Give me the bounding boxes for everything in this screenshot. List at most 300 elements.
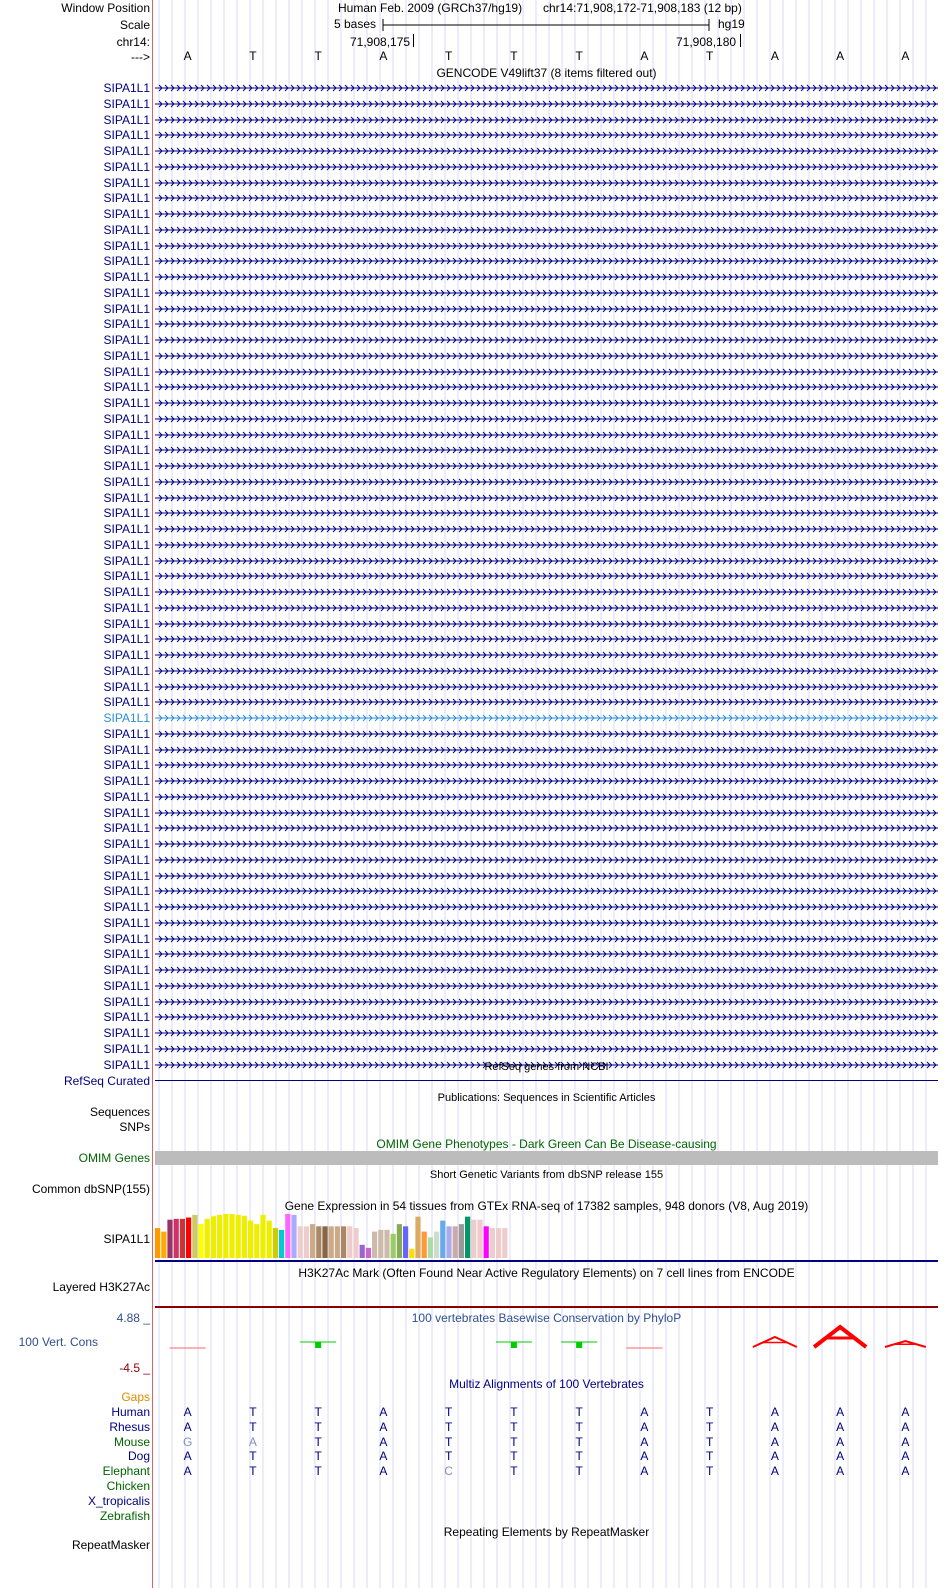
gencode-gene-label[interactable]: SIPA1L1 bbox=[103, 1010, 150, 1025]
gencode-transcript[interactable] bbox=[155, 444, 938, 456]
gtex-tissue-bar[interactable] bbox=[291, 1215, 296, 1258]
gtex-tissue-bar[interactable] bbox=[459, 1224, 464, 1258]
gencode-transcript[interactable] bbox=[155, 791, 938, 803]
dbsnp-track-label[interactable]: Common dbSNP(155) bbox=[31, 1182, 150, 1196]
multiz-base: T bbox=[314, 1405, 322, 1419]
gtex-tissue-bar[interactable] bbox=[205, 1219, 210, 1258]
gencode-transcript[interactable] bbox=[155, 413, 938, 425]
gtex-baseline bbox=[155, 1260, 938, 1262]
gencode-gene-label[interactable]: SIPA1L1 bbox=[103, 774, 150, 788]
multiz-species-label[interactable]: Mouse bbox=[113, 1434, 150, 1449]
gencode-gene-label[interactable]: SIPA1L1 bbox=[103, 396, 150, 410]
gencode-transcript[interactable] bbox=[155, 161, 938, 173]
gtex-tissue-bar[interactable] bbox=[236, 1215, 241, 1258]
gencode-transcript[interactable] bbox=[155, 1011, 938, 1023]
scale-text: 5 bases bbox=[334, 17, 377, 31]
gencode-gene-label[interactable]: SIPA1L1 bbox=[103, 726, 150, 741]
gencode-transcript[interactable] bbox=[155, 1027, 938, 1039]
gencode-transcript[interactable] bbox=[155, 240, 938, 252]
gencode-gene-label[interactable]: SIPA1L1 bbox=[103, 301, 150, 316]
multiz-base: T bbox=[705, 1419, 714, 1434]
gtex-tissue-bar[interactable] bbox=[415, 1217, 420, 1258]
phylop-track-title[interactable]: 100 vertebrates Basewise Conservation by PhyloP bbox=[411, 1311, 682, 1325]
gencode-gene-label[interactable]: SIPA1L1 bbox=[103, 522, 150, 536]
gencode-transcript[interactable] bbox=[155, 712, 938, 724]
gtex-tissue-bar[interactable] bbox=[347, 1226, 352, 1258]
publications-label-1[interactable]: Sequences bbox=[89, 1105, 150, 1119]
multiz-base: A bbox=[183, 1405, 192, 1419]
gtex-tissue-bar[interactable] bbox=[279, 1230, 284, 1258]
gencode-transcript[interactable] bbox=[155, 381, 938, 393]
gencode-gene-label[interactable]: SIPA1L1 bbox=[103, 900, 150, 914]
multiz-base: A bbox=[640, 1434, 649, 1449]
gencode-transcript[interactable] bbox=[155, 602, 938, 614]
gencode-transcript[interactable] bbox=[155, 854, 938, 866]
gencode-gene-label[interactable]: SIPA1L1 bbox=[103, 364, 150, 379]
gencode-gene-label[interactable]: SIPA1L1 bbox=[103, 963, 150, 977]
multiz-base: T bbox=[444, 1449, 453, 1464]
gencode-transcript[interactable] bbox=[155, 696, 938, 708]
gencode-gene-label[interactable]: SIPA1L1 bbox=[103, 112, 150, 127]
multiz-base: A bbox=[183, 1464, 192, 1479]
gencode-transcript[interactable] bbox=[155, 744, 938, 756]
multiz-track-title[interactable]: Multiz Alignments of 100 Vertebrates bbox=[449, 1377, 644, 1391]
gencode-transcript[interactable] bbox=[155, 303, 938, 315]
gencode-transcript[interactable] bbox=[155, 775, 938, 787]
multiz-base: A bbox=[379, 1449, 388, 1464]
base-letter: A bbox=[901, 49, 910, 63]
gtex-tissue-bar[interactable] bbox=[335, 1226, 340, 1258]
multiz-base: T bbox=[314, 1449, 322, 1464]
gencode-gene-label[interactable]: SIPA1L1 bbox=[103, 758, 150, 773]
gencode-transcript[interactable] bbox=[155, 586, 938, 598]
gencode-transcript[interactable] bbox=[155, 192, 938, 204]
gtex-tissue-bar[interactable] bbox=[223, 1214, 228, 1258]
base-letter: T bbox=[705, 49, 714, 63]
gencode-transcript[interactable] bbox=[155, 980, 938, 992]
gencode-transcript[interactable] bbox=[155, 885, 938, 897]
gencode-transcript[interactable] bbox=[155, 334, 938, 346]
gencode-transcript[interactable] bbox=[155, 397, 938, 409]
gtex-tissue-bar[interactable] bbox=[391, 1234, 396, 1258]
gencode-transcript[interactable] bbox=[155, 570, 938, 582]
multiz-base: T bbox=[444, 1434, 453, 1449]
gtex-tissue-bar[interactable] bbox=[434, 1232, 439, 1258]
gencode-gene-label[interactable]: SIPA1L1 bbox=[103, 994, 150, 1009]
gtex-tissue-bar[interactable] bbox=[378, 1230, 383, 1258]
publications-track-title[interactable]: Publications: Sequences in Scientific Articles bbox=[437, 1092, 656, 1104]
multiz-base: A bbox=[183, 1419, 192, 1434]
multiz-base: T bbox=[510, 1464, 518, 1479]
gtex-tissue-bar[interactable] bbox=[409, 1249, 414, 1258]
window-position-label: Window Position bbox=[61, 1, 150, 15]
gencode-gene-label[interactable]: SIPA1L1 bbox=[103, 380, 150, 395]
gtex-tissue-bar[interactable] bbox=[502, 1228, 507, 1258]
gtex-tissue-bar[interactable] bbox=[440, 1221, 445, 1258]
gencode-gene-label[interactable]: SIPA1L1 bbox=[103, 789, 150, 804]
gencode-transcript[interactable] bbox=[155, 287, 938, 299]
gtex-tissue-bar[interactable] bbox=[186, 1218, 191, 1258]
gencode-transcript[interactable] bbox=[155, 114, 938, 126]
gtex-tissue-bar[interactable] bbox=[397, 1224, 402, 1258]
multiz-base: A bbox=[901, 1405, 910, 1419]
gencode-transcript[interactable] bbox=[155, 901, 938, 913]
publications-label-2[interactable]: SNPs bbox=[119, 1120, 150, 1134]
gtex-tissue-bar[interactable] bbox=[242, 1216, 247, 1258]
multiz-base: T bbox=[575, 1464, 583, 1479]
coord-tick-1 bbox=[413, 34, 414, 47]
gencode-gene-label[interactable]: SIPA1L1 bbox=[103, 427, 150, 442]
omim-track-title[interactable]: OMIM Gene Phenotypes - Dark Green Can Be Disease-causing bbox=[376, 1137, 717, 1151]
h3k27ac-baseline bbox=[155, 1306, 938, 1308]
gtex-tissue-bar[interactable] bbox=[384, 1230, 389, 1258]
gencode-gene-label[interactable]: SIPA1L1 bbox=[103, 553, 150, 568]
base-letter: A bbox=[770, 49, 779, 63]
gencode-transcript[interactable] bbox=[155, 822, 938, 834]
omim-track-label[interactable]: OMIM Genes bbox=[78, 1151, 150, 1165]
gencode-gene-label[interactable]: SIPA1L1 bbox=[103, 348, 150, 363]
gencode-transcript[interactable] bbox=[155, 759, 938, 771]
multiz-base: C bbox=[444, 1464, 453, 1479]
gencode-transcript[interactable] bbox=[155, 649, 938, 661]
gencode-gene-label[interactable]: SIPA1L1 bbox=[103, 600, 150, 615]
gtex-tissue-bar[interactable] bbox=[484, 1226, 489, 1258]
multiz-base: A bbox=[640, 1464, 649, 1479]
phylop-track-label[interactable]: 100 Vert. Cons bbox=[18, 1335, 98, 1349]
gencode-transcript[interactable] bbox=[155, 996, 938, 1008]
gtex-tissue-bar[interactable] bbox=[465, 1217, 470, 1258]
base-letter: A bbox=[379, 49, 388, 63]
gtex-tissue-bar[interactable] bbox=[254, 1224, 259, 1258]
gencode-gene-label[interactable]: SIPA1L1 bbox=[103, 333, 150, 347]
gencode-gene-label[interactable]: SIPA1L1 bbox=[103, 222, 150, 237]
gaps-label[interactable]: Gaps bbox=[121, 1390, 150, 1404]
multiz-species-label[interactable]: Dog bbox=[127, 1449, 150, 1464]
gencode-gene-label[interactable]: SIPA1L1 bbox=[103, 679, 150, 694]
gencode-gene-label[interactable]: SIPA1L1 bbox=[103, 569, 150, 584]
multiz-base: T bbox=[249, 1464, 257, 1479]
gtex-tissue-bar[interactable] bbox=[446, 1226, 451, 1258]
gencode-gene-label[interactable]: SIPA1L1 bbox=[103, 947, 150, 962]
gencode-transcript[interactable] bbox=[155, 728, 938, 740]
coord-tick-2 bbox=[740, 34, 741, 47]
gencode-transcript[interactable] bbox=[155, 366, 938, 378]
gtex-tissue-bar[interactable] bbox=[422, 1232, 427, 1258]
gencode-transcript[interactable] bbox=[155, 555, 938, 567]
gencode-gene-label[interactable]: SIPA1L1 bbox=[103, 805, 150, 820]
coord-label-2: 71,908,180 bbox=[676, 35, 737, 49]
multiz-base: A bbox=[640, 1405, 649, 1419]
multiz-base: A bbox=[183, 1449, 192, 1464]
gtex-bar-chart[interactable] bbox=[155, 1210, 938, 1262]
gencode-gene-label[interactable]: SIPA1L1 bbox=[103, 1041, 150, 1056]
gencode-gene-label[interactable]: SIPA1L1 bbox=[103, 285, 150, 300]
multiz-base: T bbox=[705, 1405, 714, 1419]
scale-label: Scale bbox=[119, 18, 150, 32]
gencode-transcript[interactable] bbox=[155, 255, 938, 267]
gtex-tissue-bar[interactable] bbox=[496, 1228, 501, 1258]
base-letter: T bbox=[510, 49, 518, 63]
base-letter: T bbox=[444, 49, 453, 63]
gencode-gene-label[interactable]: SIPA1L1 bbox=[103, 96, 150, 111]
multiz-base: T bbox=[510, 1434, 518, 1449]
gencode-gene-label[interactable]: SIPA1L1 bbox=[103, 254, 150, 269]
gencode-gene-label[interactable]: SIPA1L1 bbox=[103, 191, 150, 206]
gencode-transcript[interactable] bbox=[155, 633, 938, 645]
multiz-species-label[interactable]: Chicken bbox=[106, 1479, 150, 1493]
multiz-base: A bbox=[379, 1464, 388, 1479]
gtex-tissue-bar[interactable] bbox=[211, 1216, 216, 1258]
multiz-species-label[interactable]: Elephant bbox=[102, 1464, 150, 1479]
gencode-gene-label[interactable]: SIPA1L1 bbox=[103, 1026, 150, 1040]
gtex-tissue-bar[interactable] bbox=[198, 1224, 203, 1258]
gencode-gene-label[interactable]: SIPA1L1 bbox=[103, 648, 150, 662]
gencode-transcript[interactable] bbox=[155, 429, 938, 441]
multiz-base: T bbox=[314, 1434, 322, 1449]
gtex-tissue-bar[interactable] bbox=[372, 1232, 377, 1258]
multiz-base: A bbox=[640, 1449, 649, 1464]
coord-label-1: 71,908,175 bbox=[350, 35, 411, 49]
scale-bar bbox=[382, 18, 712, 32]
gencode-gene-label[interactable]: SIPA1L1 bbox=[103, 884, 150, 899]
gencode-transcript[interactable] bbox=[155, 98, 938, 110]
gtex-tissue-bar[interactable] bbox=[453, 1226, 458, 1258]
gencode-gene-label[interactable]: SIPA1L1 bbox=[103, 632, 150, 647]
multiz-base: A bbox=[836, 1464, 845, 1479]
gencode-transcript[interactable] bbox=[155, 870, 938, 882]
gtex-tissue-bar[interactable] bbox=[477, 1220, 482, 1258]
refseq-gene-line[interactable] bbox=[155, 1080, 938, 1081]
gencode-transcript[interactable] bbox=[155, 82, 938, 94]
gencode-gene-label[interactable]: SIPA1L1 bbox=[103, 931, 150, 946]
gencode-gene-label[interactable]: SIPA1L1 bbox=[103, 506, 150, 521]
multiz-base: A bbox=[901, 1464, 910, 1479]
multiz-base: A bbox=[640, 1419, 649, 1434]
base-letter: A bbox=[836, 49, 845, 63]
position-text: chr14:71,908,172-71,908,183 (12 bp) bbox=[543, 1, 742, 15]
gencode-gene-label[interactable]: SIPA1L1 bbox=[103, 821, 150, 836]
phylop-mark bbox=[576, 1342, 582, 1348]
gencode-transcript[interactable] bbox=[155, 539, 938, 551]
gencode-gene-label[interactable]: SIPA1L1 bbox=[103, 411, 150, 426]
multiz-base: T bbox=[705, 1449, 714, 1464]
omim-gene-bar[interactable] bbox=[155, 1151, 938, 1165]
multiz-base: A bbox=[379, 1419, 388, 1434]
gencode-gene-label[interactable]: SIPA1L1 bbox=[103, 978, 150, 993]
gencode-transcript[interactable] bbox=[155, 224, 938, 236]
phylop-min-label: -4.5 _ bbox=[119, 1361, 150, 1375]
multiz-base: A bbox=[770, 1434, 779, 1449]
gtex-tissue-bar[interactable] bbox=[471, 1220, 476, 1258]
gtex-tissue-bar[interactable] bbox=[490, 1228, 495, 1258]
gtex-tissue-bar[interactable] bbox=[329, 1226, 334, 1258]
multiz-base: T bbox=[575, 1434, 583, 1449]
gencode-gene-label[interactable]: SIPA1L1 bbox=[103, 474, 150, 489]
gencode-gene-label[interactable]: SIPA1L1 bbox=[103, 175, 150, 190]
multiz-base: T bbox=[444, 1405, 453, 1419]
gtex-tissue-bar[interactable] bbox=[248, 1221, 253, 1258]
gencode-gene-label[interactable]: SIPA1L1 bbox=[103, 742, 150, 757]
multiz-species-label[interactable]: Human bbox=[111, 1405, 150, 1419]
multiz-base: A bbox=[248, 1434, 257, 1449]
gencode-gene-label[interactable]: SIPA1L1 bbox=[103, 915, 150, 930]
gencode-transcript[interactable] bbox=[155, 917, 938, 929]
multiz-species-label[interactable]: Zebrafish bbox=[99, 1508, 150, 1523]
gtex-tissue-bar[interactable] bbox=[180, 1219, 185, 1258]
gtex-tissue-bar[interactable] bbox=[366, 1248, 371, 1258]
multiz-base: T bbox=[510, 1405, 518, 1419]
multiz-base: T bbox=[575, 1405, 583, 1419]
multiz-base: T bbox=[249, 1419, 257, 1434]
gencode-track-title[interactable]: GENCODE V49lift37 (8 items filtered out) bbox=[436, 66, 657, 80]
multiz-base: A bbox=[770, 1464, 779, 1479]
gencode-transcript[interactable] bbox=[155, 681, 938, 693]
gtex-tissue-bar[interactable] bbox=[310, 1224, 315, 1258]
repeatmasker-track-label[interactable]: RepeatMasker bbox=[71, 1538, 150, 1552]
gencode-gene-label[interactable]: SIPA1L1 bbox=[103, 711, 150, 725]
gencode-transcript[interactable] bbox=[155, 145, 938, 157]
gencode-gene-label[interactable]: SIPA1L1 bbox=[103, 238, 150, 253]
gencode-gene-label[interactable]: SIPA1L1 bbox=[103, 159, 150, 174]
gencode-gene-label[interactable]: SIPA1L1 bbox=[103, 852, 150, 867]
multiz-base: A bbox=[901, 1419, 910, 1434]
gtex-tissue-bar[interactable] bbox=[217, 1215, 222, 1258]
gencode-gene-label[interactable]: SIPA1L1 bbox=[103, 317, 150, 332]
refseq-track-title[interactable]: RefSeq genes from NCBI bbox=[484, 1061, 609, 1073]
gencode-gene-label[interactable]: SIPA1L1 bbox=[103, 616, 150, 631]
multiz-base: T bbox=[705, 1464, 714, 1479]
gtex-tissue-bar[interactable] bbox=[155, 1228, 160, 1258]
gencode-gene-label[interactable]: SIPA1L1 bbox=[103, 695, 150, 710]
gtex-tissue-bar[interactable] bbox=[174, 1219, 179, 1258]
multiz-base: T bbox=[444, 1419, 453, 1434]
scale-db: hg19 bbox=[718, 17, 745, 31]
gtex-tissue-bar[interactable] bbox=[167, 1220, 172, 1258]
gencode-transcript[interactable] bbox=[155, 271, 938, 283]
gtex-track-label[interactable]: SIPA1L1 bbox=[103, 1232, 150, 1246]
gtex-tissue-bar[interactable] bbox=[428, 1237, 433, 1258]
gencode-transcript[interactable] bbox=[155, 838, 938, 850]
gencode-transcript[interactable] bbox=[155, 507, 938, 519]
gencode-gene-label[interactable]: SIPA1L1 bbox=[103, 1057, 150, 1072]
phylop-max-label: 4.88 _ bbox=[116, 1311, 150, 1325]
gtex-tissue-bar[interactable] bbox=[273, 1228, 278, 1258]
multiz-base: A bbox=[770, 1419, 779, 1434]
base-letter: A bbox=[183, 49, 192, 63]
gtex-tissue-bar[interactable] bbox=[304, 1226, 309, 1258]
base-letter: A bbox=[640, 49, 649, 63]
gencode-gene-label[interactable]: SIPA1L1 bbox=[103, 537, 150, 552]
gtex-tissue-bar[interactable] bbox=[298, 1226, 303, 1258]
gencode-gene-label[interactable]: SIPA1L1 bbox=[103, 837, 150, 851]
gencode-gene-label[interactable]: SIPA1L1 bbox=[103, 459, 150, 473]
strand-label: ---> bbox=[131, 50, 150, 64]
dbsnp-track-title[interactable]: Short Genetic Variants from dbSNP release 155 bbox=[429, 1169, 664, 1181]
multiz-base: T bbox=[510, 1449, 518, 1464]
gtex-tissue-bar[interactable] bbox=[285, 1214, 290, 1258]
gencode-gene-label[interactable]: SIPA1L1 bbox=[103, 144, 150, 158]
gtex-tissue-bar[interactable] bbox=[322, 1226, 327, 1258]
gencode-transcript[interactable] bbox=[155, 129, 938, 141]
gencode-transcript[interactable] bbox=[155, 1043, 938, 1055]
gencode-transcript[interactable] bbox=[155, 933, 938, 945]
repeatmasker-track-title[interactable]: Repeating Elements by RepeatMasker bbox=[443, 1525, 650, 1539]
gtex-tissue-bar[interactable] bbox=[316, 1226, 321, 1258]
gtex-track-title[interactable]: Gene Expression in 54 tissues from GTEx RNA-seq of 17382 samples, 948 donors (V8, Aug 2019) bbox=[284, 1199, 809, 1213]
gtex-tissue-bar[interactable] bbox=[161, 1232, 166, 1258]
assembly-text: Human Feb. 2009 (GRCh37/hg19) bbox=[338, 1, 523, 15]
gencode-transcript[interactable] bbox=[155, 208, 938, 220]
multiz-base: T bbox=[575, 1419, 583, 1434]
gencode-transcript[interactable] bbox=[155, 460, 938, 472]
gencode-gene-label[interactable]: SIPA1L1 bbox=[103, 270, 150, 284]
chrom-label: chr14: bbox=[116, 35, 150, 49]
gencode-gene-label[interactable]: SIPA1L1 bbox=[103, 490, 150, 505]
gencode-gene-label[interactable]: SIPA1L1 bbox=[103, 868, 150, 883]
gencode-transcript[interactable] bbox=[155, 492, 938, 504]
base-letter: T bbox=[314, 49, 322, 63]
gencode-transcript[interactable] bbox=[155, 350, 938, 362]
gencode-transcript[interactable] bbox=[155, 618, 938, 630]
multiz-base: T bbox=[249, 1405, 257, 1419]
multiz-base: A bbox=[770, 1405, 779, 1419]
gencode-gene-label[interactable]: SIPA1L1 bbox=[103, 443, 150, 458]
gencode-transcript[interactable] bbox=[155, 665, 938, 677]
multiz-base: A bbox=[836, 1405, 845, 1419]
gtex-tissue-bar[interactable] bbox=[341, 1226, 346, 1258]
gtex-tissue-bar[interactable] bbox=[260, 1215, 265, 1258]
base-letter: T bbox=[575, 49, 583, 63]
gencode-gene-label[interactable]: SIPA1L1 bbox=[103, 128, 150, 143]
multiz-base: A bbox=[901, 1449, 910, 1464]
multiz-base: T bbox=[314, 1419, 322, 1434]
gtex-tissue-bar[interactable] bbox=[403, 1226, 408, 1258]
gencode-transcript[interactable] bbox=[155, 948, 938, 960]
gtex-tissue-bar[interactable] bbox=[229, 1214, 234, 1258]
h3k27ac-track-title[interactable]: H3K27Ac Mark (Often Found Near Active Regulatory Elements) on 7 cell lines from ENCODE bbox=[298, 1266, 795, 1280]
gencode-gene-label[interactable]: SIPA1L1 bbox=[103, 663, 150, 678]
multiz-base: A bbox=[379, 1434, 388, 1449]
gencode-gene-label[interactable]: SIPA1L1 bbox=[103, 207, 150, 221]
multiz-base: T bbox=[705, 1434, 714, 1449]
multiz-base: T bbox=[314, 1464, 322, 1479]
phylop-mark bbox=[315, 1342, 321, 1348]
gencode-transcript[interactable] bbox=[155, 807, 938, 819]
multiz-base: A bbox=[901, 1434, 910, 1449]
gtex-tissue-bar[interactable] bbox=[360, 1245, 365, 1258]
gencode-transcript[interactable] bbox=[155, 476, 938, 488]
gencode-gene-label[interactable]: SIPA1L1 bbox=[103, 81, 150, 95]
gtex-tissue-bar[interactable] bbox=[353, 1228, 358, 1258]
multiz-base: A bbox=[836, 1449, 845, 1464]
gencode-gene-label[interactable]: SIPA1L1 bbox=[103, 585, 150, 599]
gtex-tissue-bar[interactable] bbox=[192, 1215, 197, 1258]
h3k27ac-track-label[interactable]: Layered H3K27Ac bbox=[52, 1280, 150, 1294]
multiz-species-label[interactable]: Rhesus bbox=[109, 1419, 150, 1434]
multiz-base: T bbox=[510, 1419, 518, 1434]
phylop-mark bbox=[511, 1342, 517, 1348]
gencode-transcript[interactable] bbox=[155, 964, 938, 976]
label-divider bbox=[152, 0, 153, 1588]
gencode-transcript[interactable] bbox=[155, 177, 938, 189]
multiz-base: A bbox=[836, 1434, 845, 1449]
phylop-chart[interactable] bbox=[155, 1322, 938, 1370]
refseq-track-label[interactable]: RefSeq Curated bbox=[63, 1074, 150, 1088]
gencode-transcript[interactable] bbox=[155, 523, 938, 535]
gtex-tissue-bar[interactable] bbox=[267, 1221, 272, 1258]
multiz-species-label[interactable]: X_tropicalis bbox=[87, 1493, 150, 1508]
gencode-transcript[interactable] bbox=[155, 318, 938, 330]
